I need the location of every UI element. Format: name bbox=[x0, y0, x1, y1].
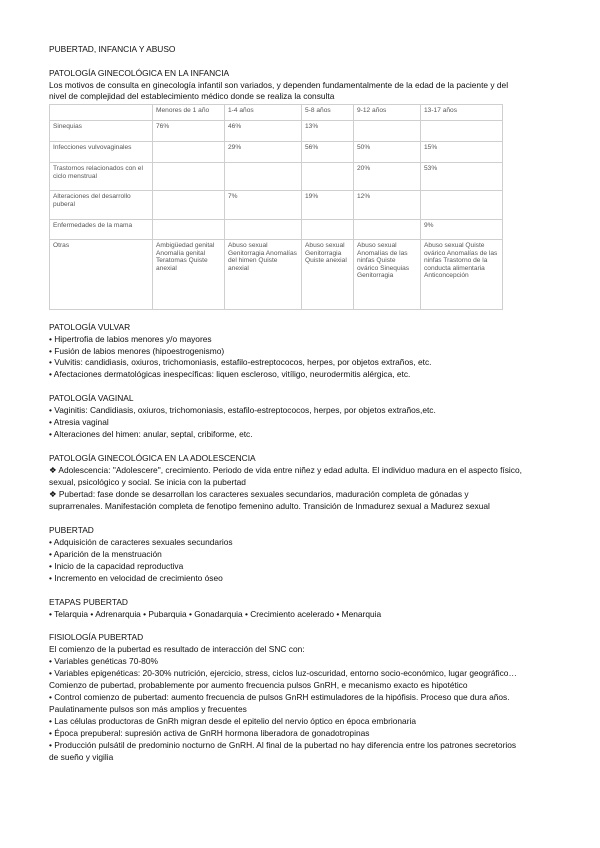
table-cell: 12% bbox=[354, 191, 421, 220]
section-heading: PATOLOGÍA VAGINAL bbox=[49, 393, 134, 403]
table-cell: 46% bbox=[225, 121, 302, 142]
table-cell: 56% bbox=[302, 142, 354, 163]
table-header-cell: Menores de 1 año bbox=[153, 105, 225, 121]
paragraph-line: suprarrenales. Manifestación completa de fenotipo femenino adulto. Transición de Inmadurez sexual a Madurez sexual bbox=[49, 501, 490, 511]
table-cell bbox=[354, 121, 421, 142]
table-cell: Abuso sexual Quiste ovárico Anomalías de las ninfas Trastorno de la conducta alimentaria Anticoncepción bbox=[421, 240, 503, 310]
table-cell: Otras bbox=[50, 240, 153, 310]
table-cell: 7% bbox=[225, 191, 302, 220]
document-title: PUBERTAD, INFANCIA Y ABUSO bbox=[49, 44, 176, 54]
table-cell: Trastornos relacionados con el ciclo menstrual bbox=[50, 163, 153, 191]
table-cell bbox=[153, 163, 225, 191]
paragraph-line: ❖ Pubertad: fase donde se desarrollan los caracteres sexuales secundarios, maduración completa de gónadas y bbox=[49, 489, 469, 499]
table-cell bbox=[302, 163, 354, 191]
table-header-cell bbox=[50, 105, 153, 121]
table-header-cell: 5-8 años bbox=[302, 105, 354, 121]
table-header-cell: 1-4 años bbox=[225, 105, 302, 121]
paragraph-line: Paulatinamente pulsos son más amplios y frecuentes bbox=[49, 704, 247, 714]
table-row bbox=[50, 240, 503, 310]
list-item: • Atresia vaginal bbox=[49, 417, 109, 427]
table-cell bbox=[153, 220, 225, 240]
table-cell bbox=[354, 220, 421, 240]
list-item: • Variables genéticas 70-80% bbox=[49, 656, 158, 666]
table-header-cell: 13-17 años bbox=[421, 105, 503, 121]
list-item: • Época prepuberal: supresión activa de GnRH hormona liberadora de gonadotropinas bbox=[49, 728, 370, 738]
table-cell: Abuso sexual Genitorragia Quiste anexial bbox=[302, 240, 354, 310]
table-cell: 13% bbox=[302, 121, 354, 142]
table-row bbox=[50, 191, 503, 220]
table-cell: 9% bbox=[421, 220, 503, 240]
paragraph-line: ❖ Adolescencia: "Adolescere", crecimiento. Periodo de vida entre niñez y edad adulta. El individuo madura en el aspecto físico, bbox=[49, 465, 522, 475]
table-cell: 76% bbox=[153, 121, 225, 142]
paragraph-line: El comienzo de la pubertad es resultado de interacción del SNC con: bbox=[49, 644, 305, 654]
table-row bbox=[50, 163, 503, 191]
list-item: • Hipertrofia de labios menores y/o mayores bbox=[49, 334, 212, 344]
list-item: • Incremento en velocidad de crecimiento óseo bbox=[49, 573, 223, 583]
list-item: • Variables epigenéticas: 20-30% nutrición, ejercicio, stress, ciclos luz-oscuridad, entorno socio-económico, lugar geográfico… bbox=[49, 668, 517, 678]
table-cell: 29% bbox=[225, 142, 302, 163]
paragraph-line: Los motivos de consulta en ginecología infantil son variados, y dependen fundamentalmente de la edad de la paciente y del bbox=[49, 80, 509, 90]
section-heading: PATOLOGÍA GINECOLÓGICA EN LA ADOLESCENCIA bbox=[49, 453, 256, 463]
table-cell: 19% bbox=[302, 191, 354, 220]
table-cell: Infecciones vulvovaginales bbox=[50, 142, 153, 163]
table-header-row bbox=[50, 105, 503, 121]
table-cell bbox=[302, 220, 354, 240]
list-item: • Producción pulsátil de predominio nocturno de GnRH. Al final de la pubertad no hay diferencia entre los patrones secretorios bbox=[49, 740, 517, 750]
list-item: • Afectaciones dermatológicas inespecíficas: liquen escleroso, vitíligo, neurodermitis alérgica, etc. bbox=[49, 369, 411, 379]
section-heading: ETAPAS PUBERTAD bbox=[49, 597, 128, 607]
section-heading: FISIOLOGÍA PUBERTAD bbox=[49, 632, 144, 642]
table-cell: 15% bbox=[421, 142, 503, 163]
table-cell bbox=[421, 121, 503, 142]
list-item: • Las células productoras de GnRh migran desde el epitelio del nervio óptico en época embrionaria bbox=[49, 716, 416, 726]
table-cell bbox=[225, 220, 302, 240]
stages-list: • Telarquia • Adrenarquia • Pubarquia • Gonadarquia • Crecimiento acelerado • Menarquia bbox=[49, 609, 382, 619]
section-heading: PATOLOGÍA GINECOLÓGICA EN LA INFANCIA bbox=[49, 68, 230, 78]
paragraph-line: nivel de complejidad del establecimiento médico donde se realiza la consulta bbox=[49, 91, 335, 101]
list-item: • Vulvitis: candidiasis, oxiuros, trichomoniasis, estafilo-estreptococos, herpes, por objetos extraños, etc. bbox=[49, 357, 432, 367]
list-item: • Aparición de la menstruación bbox=[49, 549, 162, 559]
table-cell: Abuso sexual Anomalías de las ninfas Quiste ovárico Sinequias Genitorragia bbox=[354, 240, 421, 310]
list-item: • Vaginitis: Candidiasis, oxiuros, trichomoniasis, estafilo-estreptococos, herpes, por objetos extraños,etc. bbox=[49, 405, 436, 415]
table-cell: 50% bbox=[354, 142, 421, 163]
table-cell: Sinequias bbox=[50, 121, 153, 142]
table-cell bbox=[421, 191, 503, 220]
list-item: • Alteraciones del himen: anular, septal, cribiforme, etc. bbox=[49, 429, 253, 439]
table-cell: 53% bbox=[421, 163, 503, 191]
list-item: • Adquisición de caracteres sexuales secundarios bbox=[49, 537, 233, 547]
paragraph-line: Comienzo de pubertad, probablemente por aumento frecuencia pulsos GnRH, e mecanismo exacto es hipotético bbox=[49, 680, 468, 690]
list-item: • Control comienzo de pubertad: aumento frecuencia de pulsos GnRH estimuladores de la hipófisis. Proceso que dura años. bbox=[49, 692, 510, 702]
table-cell bbox=[153, 191, 225, 220]
table-cell bbox=[153, 142, 225, 163]
list-item: • Inicio de la capacidad reproductiva bbox=[49, 561, 184, 571]
table-header-cell: 9-12 años bbox=[354, 105, 421, 121]
table-cell: Abuso sexual Genitorragia Anomalías del himen Quiste anexial bbox=[225, 240, 302, 310]
table-row bbox=[50, 121, 503, 142]
section-heading: PATOLOGÍA VULVAR bbox=[49, 322, 131, 332]
table-cell: 20% bbox=[354, 163, 421, 191]
section-heading: PUBERTAD bbox=[49, 525, 94, 535]
list-item: • Fusión de labios menores (hipoestrogenismo) bbox=[49, 346, 225, 356]
table-row bbox=[50, 220, 503, 240]
paragraph-line: de sueño y vigilia bbox=[49, 752, 114, 762]
table-cell: Ambigüedad genital Anomalía genital Teratomas Quiste anexial bbox=[153, 240, 225, 310]
table-cell: Alteraciones del desarrollo puberal bbox=[50, 191, 153, 220]
pathology-age-table bbox=[49, 104, 503, 310]
table-cell bbox=[225, 163, 302, 191]
paragraph-line: sexual, psicológico y social. Se inicia con la pubertad bbox=[49, 477, 246, 487]
table-row bbox=[50, 142, 503, 163]
table-cell: Enfermedades de la mama bbox=[50, 220, 153, 240]
